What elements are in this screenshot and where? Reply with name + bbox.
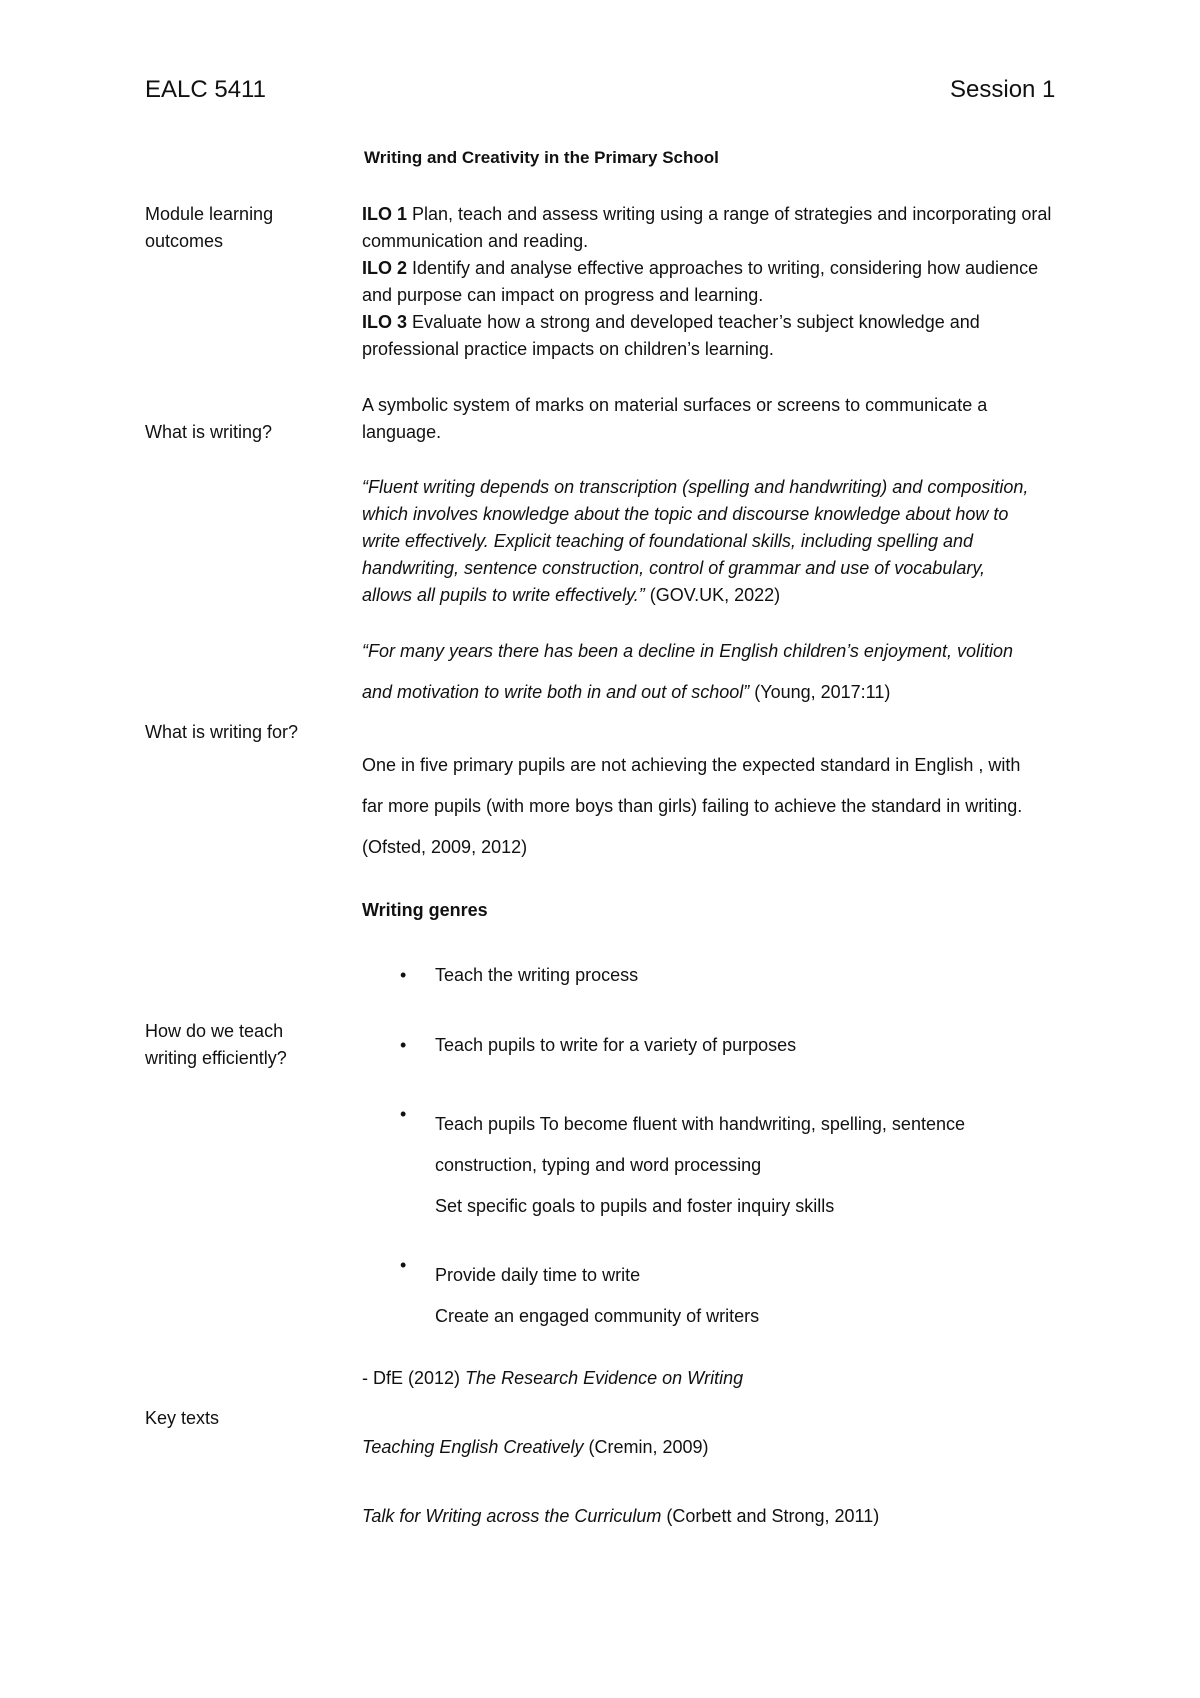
- label-key-texts: Key texts: [145, 1408, 220, 1428]
- label-what-is-writing: What is writing?: [145, 422, 273, 442]
- module-code: EALC 5411: [145, 76, 266, 103]
- list-item: Teach pupils to write for a variety of purposes: [435, 1035, 797, 1055]
- bullet-icon: •: [400, 1104, 407, 1124]
- label-module-outcomes: Module learning outcomes: [145, 204, 274, 251]
- label-how-teach: How do we teach writing efficiently?: [145, 1021, 287, 1068]
- page-title: Writing and Creativity in the Primary School: [364, 148, 719, 167]
- key-text-item: - DfE (2012) The Research Evidence on Writing: [362, 1368, 744, 1388]
- quote-young: “For many years there has been a decline in English children’s enjoyment, volition and motivation to write both in and out of school” (Young, 2017:11): [362, 641, 1014, 702]
- key-text-item: Teaching English Creatively (Cremin, 2009): [362, 1437, 709, 1457]
- quote-gov-uk: “Fluent writing depends on transcription (spelling and handwriting) and composition, which involves knowledge about the topic and discourse knowledge about how to write effectively. Explicit teaching of foundational skills, including spelling and handwriting, sentence construction, control of grammar and use of vocabulary, allows all pupils to write effectively.” (GOV.UK, 2022): [362, 477, 1029, 605]
- list-item: Teach pupils To become fluent with handwriting, spelling, sentence construction, typing and word processing Set specific goals to pupils and foster inquiry skills: [435, 1114, 965, 1216]
- ilo-item: ILO 3 Evaluate how a strong and developed teacher’s subject knowledge and: [362, 312, 980, 332]
- key-text-item: Talk for Writing across the Curriculum (Corbett and Strong, 2011): [362, 1506, 880, 1526]
- writing-definition: A symbolic system of marks on material surfaces or screens to communicate a language.: [362, 395, 988, 442]
- list-item: Provide daily time to write Create an engaged community of writers: [435, 1265, 760, 1326]
- session-label: Session 1: [950, 76, 1056, 103]
- bullet-icon: •: [400, 1255, 407, 1275]
- bullet-icon: •: [400, 1035, 407, 1055]
- ilo-item: ILO 2 Identify and analyse effective approaches to writing, considering how audience: [362, 258, 1039, 278]
- writing-genres-heading: Writing genres: [362, 900, 488, 920]
- label-what-is-writing-for: What is writing for?: [145, 722, 299, 742]
- ilo-list: ILO 1 Plan, teach and assess writing using a range of strategies and incorporating oral communication and reading. ILO 2 Identify and analyse effective approaches to writing, considering how audience and purpose can impact on progress and learning. ILO 3 Evaluate how a strong and developed teacher’s subject knowledge and professional practice impacts on children’s learning.: [362, 201, 1051, 363]
- list-item: Teach the writing process: [435, 965, 639, 985]
- ofsted-statement: One in five primary pupils are not achieving the expected standard in English , with far more pupils (with more boys than girls) failing to achieve the standard in writing. (Ofsted, 2009, 2012): [362, 755, 1023, 857]
- bullet-icon: •: [400, 965, 407, 985]
- ilo-item: ILO 1 Plan, teach and assess writing using a range of strategies and incorporating oral: [362, 204, 1052, 224]
